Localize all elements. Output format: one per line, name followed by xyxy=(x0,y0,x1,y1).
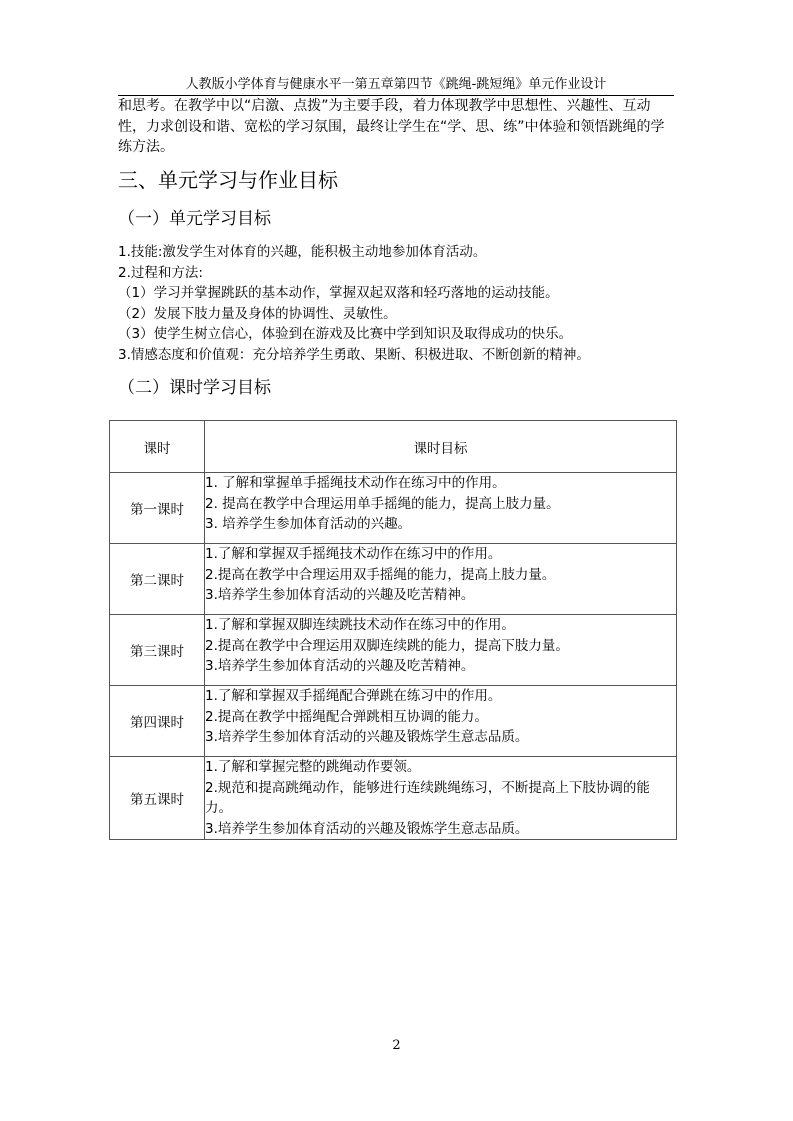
table-row xyxy=(110,686,677,757)
lesson-goals-title: （二）课时学习目标 xyxy=(118,378,271,398)
section-title: 三、单元学习与作业目标 xyxy=(118,168,338,192)
goal-line: 2.提高在教学中摇绳配合弹跳相互协调的能力。 xyxy=(205,708,488,725)
goal-line: 2.提高在教学中合理运用双脚连续跳的能力，提高下肢力量。 xyxy=(205,637,569,654)
table-row xyxy=(110,757,677,840)
goal-line: 3.培养学生参加体育活动的兴趣及锻炼学生意志品质。 xyxy=(205,820,529,837)
lesson-cell: 第一课时 xyxy=(110,473,205,544)
goal-cell xyxy=(205,473,677,544)
goal-cell xyxy=(205,544,677,615)
unit-goal-item: 3.情感态度和价值观：充分培养学生勇敢、果断、积极进取、不断创新的精神。 xyxy=(118,346,590,363)
goal-cell xyxy=(205,615,677,686)
unit-goal-item: （1）学习并掌握跳跃的基本动作，掌握双起双落和轻巧落地的运动技能。 xyxy=(118,285,559,302)
goal-line: 2. 提高在教学中合理运用单手摇绳的能力，提高上肢力量。 xyxy=(205,495,560,512)
goal-line: 1.了解和掌握双手摇绳技术动作在练习中的作用。 xyxy=(205,546,502,562)
goal-line: 2.提高在教学中合理运用双手摇绳的能力，提高上肢力量。 xyxy=(205,566,556,583)
lesson-goals-table xyxy=(109,420,677,840)
header-goal: 课时目标 xyxy=(205,421,677,473)
table-row xyxy=(110,473,677,544)
goal-line: 2.规范和提高跳绳动作，能够进行连续跳绳练习，不断提高上下肢协调的能力。 xyxy=(205,779,650,816)
goal-line: 1.了解和掌握完整的跳绳动作要领。 xyxy=(205,759,421,775)
running-header: 人教版小学体育与健康水平一第五章第四节《跳绳-跳短绳》单元作业设计 xyxy=(118,76,674,96)
goal-cell xyxy=(205,686,677,757)
unit-goals-list xyxy=(118,242,678,366)
lesson-cell: 第四课时 xyxy=(110,686,205,757)
page-number: 2 xyxy=(392,1038,401,1053)
goal-line: 1.了解和掌握双手摇绳配合弹跳在练习中的作用。 xyxy=(205,688,502,704)
goal-line: 1.了解和掌握双脚连续跳技术动作在练习中的作用。 xyxy=(205,617,515,633)
table-row xyxy=(110,544,677,615)
goal-line: 3.培养学生参加体育活动的兴趣及吃苦精神。 xyxy=(205,587,475,603)
goal-line: 1. 了解和掌握单手摇绳技术动作在练习中的作用。 xyxy=(205,475,506,491)
lesson-cell: 第五课时 xyxy=(110,757,205,840)
unit-goal-item: 1.技能:激发学生对体育的兴趣，能积极主动地参加体育活动。 xyxy=(118,244,487,260)
unit-goal-item: （3）使学生树立信心，体验到在游戏及比赛中学到知识及取得成功的快乐。 xyxy=(118,326,573,343)
header-lesson: 课时 xyxy=(110,421,205,473)
lesson-cell: 第三课时 xyxy=(110,615,205,686)
lesson-cell: 第二课时 xyxy=(110,544,205,615)
table-header-row xyxy=(110,421,677,473)
table-row xyxy=(110,615,677,686)
unit-goal-item: 2.过程和方法: xyxy=(118,264,203,281)
goal-line: 3.培养学生参加体育活动的兴趣及锻炼学生意志品质。 xyxy=(205,729,529,745)
unit-goals-title: （一）单元学习目标 xyxy=(118,209,271,229)
unit-goal-item: （2）发展下肢力量及身体的协调性、灵敏性。 xyxy=(118,305,397,322)
goal-line: 3. 培养学生参加体育活动的兴趣。 xyxy=(205,516,412,532)
goal-line: 3.培养学生参加体育活动的兴趣及吃苦精神。 xyxy=(205,658,475,674)
goal-cell xyxy=(205,757,677,840)
intro-paragraph: 和思考。在教学中以“启激、点拨”为主要手段，着力体现教学中思想性、兴趣性、互动性，力求创设和谐、宽松的学习氛围，最终让学生在“学、思、练”中体验和领悟跳绳的学练方法。 xyxy=(118,98,665,155)
